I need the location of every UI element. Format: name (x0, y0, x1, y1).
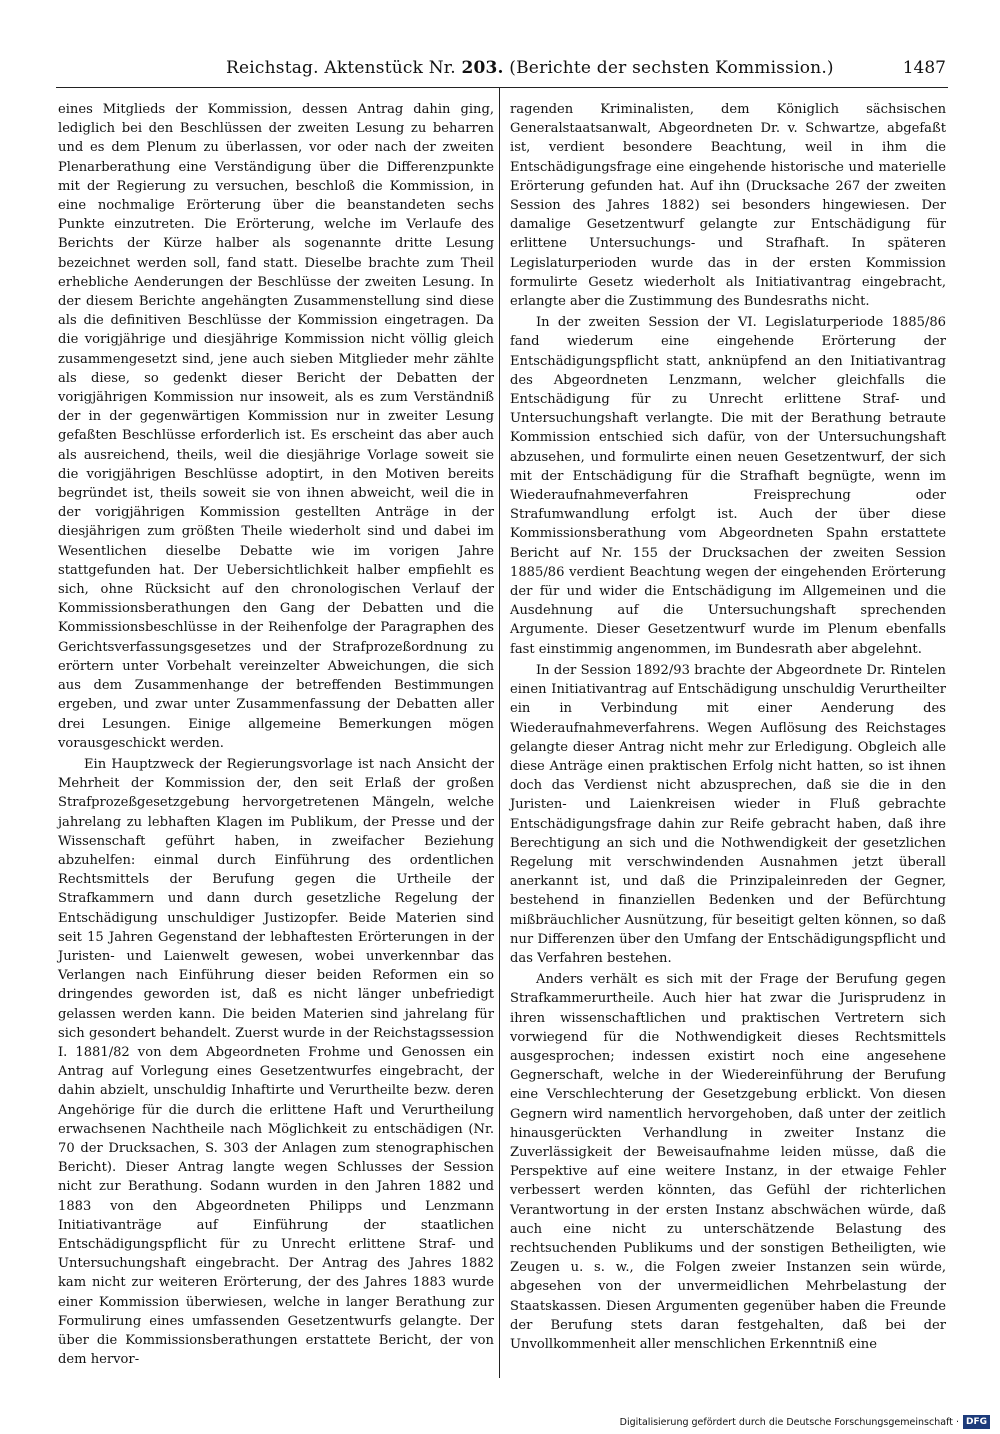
digitization-footer (620, 1414, 990, 1430)
right-paragraph-2: In der zweiten Session der VI. Legislaturperiode 1885/86 fand wiederum eine eingehende Erörterung der Entschädigungspflicht statt, anknüpfend an den Initiativantrag des Abgeordneten Lenzmann, welcher gleichfalls die Entschädigung für zu Unrecht erlittene Straf- und Untersuchungshaft verlangte. Die mit der Berathung betraute Kommission entschied sich dafür, von der Untersuchungshaft abzusehen, und formulirte einen neuen Gesetzentwurf, der sich mit der Entschädigung für die Strafhaft begnügte, wenn im Wiederaufnahmeverfahren Freisprechung oder Strafumwandlung erfolgt ist. Auch der über diese Kommissionsberathung vom Abgeordneten Spahn erstattete Bericht auf Nr. 155 der Drucksachen der zweiten Session 1885/86 verdient Beachtung wegen der eingehenden Erörterung der für und wider die Entschädigung im Allgemeinen und die Ausdehnung auf die Untersuchungshaft sprechenden Argumente. Dieser Gesetzentwurf wurde im Plenum ebenfalls fast einstimmig angenommen, im Bundesrath aber abgelehnt. (510, 315, 946, 657)
column-divider (499, 88, 500, 1378)
title-suffix: (Berichte der sechsten Kommission.) (509, 58, 834, 78)
right-column (510, 100, 946, 1356)
right-paragraph-3: In der Session 1892/93 brachte der Abgeordnete Dr. Rintelen einen Initiativantrag auf Entschädigung unschuldig Verurtheilter ein in Verbindung mit einer Aenderung des Wiederaufnahmeverfahrens. Wegen Auflösung des Reichstages gelangte dieser Antrag nicht mehr zur Erledigung. Obgleich alle diese Anträge einen praktischen Erfolg nicht hatten, so ist ihnen doch das Verdienst nicht abzusprechen, daß sie die in den Juristen- und Laienkreisen wieder in Fluß gebrachte Entschädigungsfrage dahin zur Reife gebracht haben, daß ihre Berechtigung an sich und die Nothwendigkeit der gesetzlichen Regelung mit verschwindenden Ausnahmen jetzt überall anerkannt ist, und daß die Prinzipaleinreden der Gegner, bestehend in finanziellen Bedenken und der Befürchtung mißbräuchlicher Ausnützung, für beseitigt gelten können, so daß nur Differenzen über den Umfang der Entschädigungspflicht und das Verfahren bestehen. (510, 662, 946, 966)
left-paragraph-2: Ein Hauptzweck der Regierungsvorlage ist nach Ansicht der Mehrheit der Kommission der, den seit Erlaß der großen Strafprozeßgesetzgebung hervorgetretenen Mängeln, welche jahrelang zu lebhaften Klagen im Publikum, der Presse und der Wissenschaft geführt haben, in zweifacher Beziehung abzuhelfen: einmal durch Einführung des ordentlichen Rechtsmittels der Berufung gegen die Urtheile der Strafkammern und dann durch gesetzliche Regelung der Entschädigung unschuldiger Justizopfer. Beide Materien sind seit 15 Jahren Gegenstand der lebhaftesten Erörterungen in der Juristen- und Laienwelt gewesen, wobei unverkennbar das Verlangen nach Einführung dieser beiden Reformen ein so dringendes geworden ist, daß es nicht länger unbefriedigt gelassen werden kann. Die beiden Materien sind jahrelang für sich gesondert behandelt. Zuerst wurde in der Reichstagssession I. 1881/82 von dem Abgeordneten Frohme und Genossen ein Antrag auf Vorlegung eines Gesetzentwurfes eingebracht, der dahin abzielt, unschuldig Inhaftirte und Verurtheilte bezw. deren Angehörige für die durch die erlittene Haft und Verurtheilung erwachsenen Nachtheile nach Möglichkeit zu entschädigen (Nr. 70 der Drucksachen, S. 303 der Anlagen zum stenographischen Bericht). Dieser Antrag langte wegen Schlusses der Session nicht zur Berathung. Sodann wurden in den Jahren 1882 und 1883 von den Abgeordneten Philipps und Lenzmann Initiativanträge auf Einführung der staatlichen Entschädigungspflicht für zu Unrecht erlittene Straf- und Untersuchungshaft eingebracht. Der Antrag des Jahres 1882 kam nicht zur weiteren Erörterung, der des Jahres 1883 wurde einer Kommission überwiesen, welche in langer Berathung zur Formulirung eines umfassenden Gesetzentwurfs gelangte. Der über die Kommissionsberathungen erstattete Bericht, der von dem hervor- (58, 756, 494, 1368)
right-paragraph-1: ragenden Kriminalisten, dem Königlich sächsischen Generalstaatsanwalt, Abgeordneten Dr. v. Schwartze, abgefaßt ist, verdient besondere Beachtung, weil in ihm die Entschädigungsfrage eine eingehende historische und materielle Erörterung gefunden hat. Auf ihn (Drucksache 267 der zweiten Session des Jahres 1882) sei besonders hingewiesen. Der damalige Gesetzentwurf gelangte zur Entschädigung für erlittene Untersuchungs- und Strafhaft. In späteren Legislaturperioden wurde das in der ersten Kommission formulirte Gesetz wiederholt als Initiativantrag eingebracht, erlangte aber die Zustimmung des Bundesraths nicht. (510, 102, 946, 310)
title-prefix: Reichstag. Aktenstück Nr. (226, 58, 456, 78)
running-title (226, 58, 834, 78)
dfg-logo-icon: DFG (963, 1415, 990, 1429)
page-number: 1487 (902, 58, 946, 78)
document-number: 203. (461, 58, 504, 78)
right-paragraph-4: Anders verhält es sich mit der Frage der Berufung gegen Strafkammerurtheile. Auch hier hat zwar die Jurisprudenz in ihren wissenschaftlichen und praktischen Vertretern sich vorwiegend für die Nothwendigkeit dieses Rechtsmittels ausgesprochen; indessen existirt noch eine angesehene Gegnerschaft, welche in der Wiedereinführung der Berufung eine Verschlechterung der Gesetzgebung erblickt. Von diesen Gegnern wird namentlich hervorgehoben, daß unter der zeitlich hinausgerückten Verhandlung in zweiter Instanz die Zuverlässigkeit der Beweisaufnahme leiden müsse, daß die Perspektive auf eine weitere Instanz, in der etwaige Fehler verbessert werden könnten, das Gefühl der richterlichen Verantwortung in der ersten Instanz abschwächen würde, daß auch eine nicht zu unterschätzende Belastung des rechtsuchenden Publikums und der sonstigen Betheiligten, wie Zeugen u. s. w., die Folgen zweier Instanzen sein würde, abgesehen von der unvermeidlichen Mehrbelastung der Staatskassen. Diesen Argumenten gegenüber haben die Freunde der Berufung stets daran festgehalten, daß bei der Unvollkommenheit aller menschlichen Erkenntniß eine (510, 972, 946, 1352)
left-paragraph-1: eines Mitglieds der Kommission, dessen Antrag dahin ging, lediglich bei den Beschlüssen der zweiten Lesung zu beharren und es dem Plenum zu überlassen, vor oder nach der zweiten Plenarberathung eine Verständigung über die Differenzpunkte mit der Regierung zu versuchen, beschloß die Kommission, in eine nochmalige Erörterung über die beanstandeten sechs Punkte einzutreten. Die Erörterung, welche im Verlaufe des Berichts der Kürze halber als sogenannte dritte Lesung bezeichnet werden soll, fand statt. Dieselbe brachte zum Theil erhebliche Aenderungen der Beschlüsse der zweiten Lesung. In der diesem Berichte angehängten Zusammenstellung sind diese als die definitiven Beschlüsse der Kommission eingetragen. Da die vorigjährige und diesjährige Kommission nicht völlig gleich zusammengesetzt sind, jene auch sieben Mitglieder mehr zählte als diese, so gedenkt dieser Bericht der Debatten der vorigjährigen Kommission nur insoweit, als es zum Verständniß der in der gegenwärtigen Kommission nur in zweiter Lesung gefaßten Beschlüsse erforderlich ist. Es erscheint das aber auch als ausreichend, theils, weil die diesjährige Vorlage soweit sie die vorigjährigen Beschlüsse adoptirt, in den Motiven bereits begründet ist, theils soweit sie von ihnen abweicht, weil die in der vorigjährigen Kommission gestellten Anträge in der diesjährigen zum größten Theile wiederholt sind und dabei im Wesentlichen dieselbe Debatte wie im vorigen Jahre stattgefunden hat. Der Uebersichtlichkeit halber empfiehlt es sich, ohne Rücksicht auf den chronologischen Verlauf der Kommissionsberathungen den Gang der Debatten und die Kommissionsbeschlüsse in der Reihenfolge der Paragraphen des Gerichtsverfassungsgesetzes und der Strafprozeßordnung zu erörtern unter Vorbehalt vereinzelter Abweichungen, die sich aus dem Zusammenhange der betreffenden Bestimmungen ergeben, und zwar unter Zusammenfassung der Debatten aller drei Lesungen. Einige allgemeine Bemerkungen mögen vorausgeschickt werden. (58, 102, 494, 751)
page-header (56, 58, 946, 84)
footer-text: Digitalisierung gefördert durch die Deutsche Forschungsgemeinschaft · (619, 1416, 959, 1428)
header-rule (56, 87, 948, 88)
left-column (58, 100, 494, 1371)
